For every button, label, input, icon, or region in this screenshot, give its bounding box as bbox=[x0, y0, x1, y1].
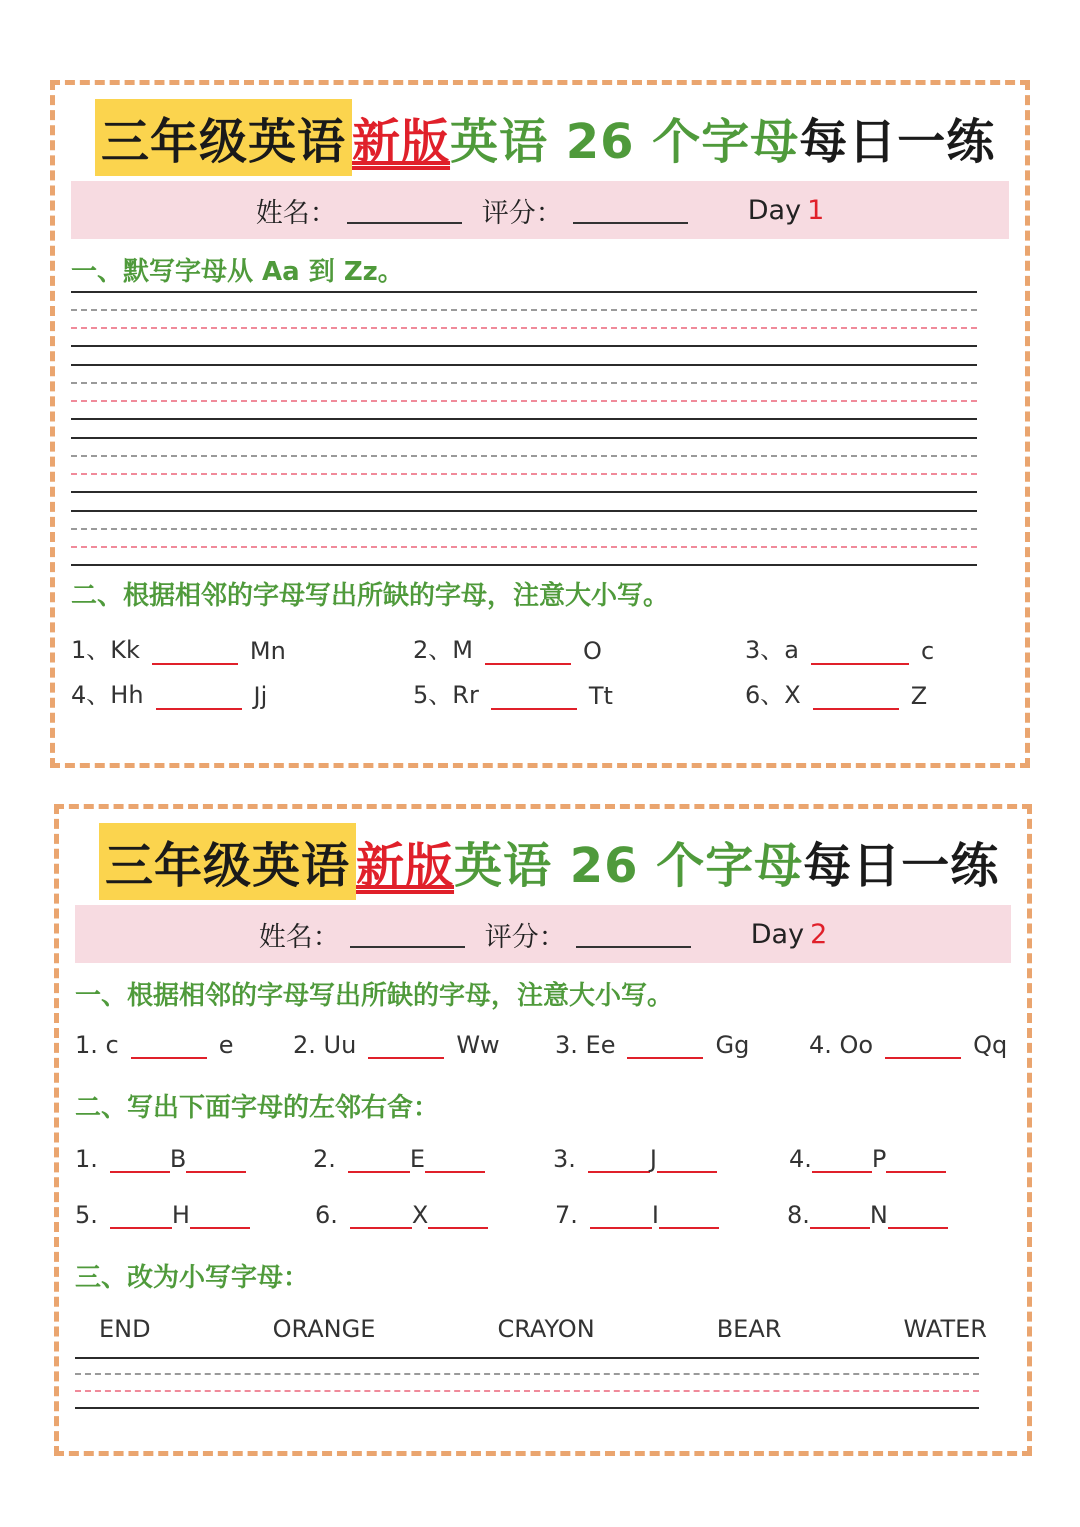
item-number: 7. bbox=[555, 1201, 578, 1229]
exercise-item bbox=[75, 1031, 293, 1059]
exercise-item bbox=[809, 1031, 1007, 1059]
answer-blank[interactable] bbox=[491, 684, 577, 710]
name-blank[interactable] bbox=[350, 920, 465, 948]
letter-item bbox=[75, 1201, 315, 1229]
exercise-prompt: 3. Ee bbox=[555, 1031, 616, 1059]
word: CRAYON bbox=[497, 1315, 595, 1343]
item-number: 2. bbox=[313, 1145, 336, 1173]
word: END bbox=[99, 1315, 151, 1343]
right-blank[interactable] bbox=[428, 1203, 488, 1229]
given-letter: B bbox=[169, 1145, 187, 1173]
item-number: 8. bbox=[787, 1201, 810, 1229]
exercise-prompt: 1. c bbox=[75, 1031, 119, 1059]
worksheet-day-1 bbox=[50, 80, 1030, 768]
section-1-heading: 一、默写字母从 Aa 到 Zz。 bbox=[71, 257, 404, 287]
given-letter: H bbox=[171, 1201, 190, 1229]
writing-line-group[interactable] bbox=[71, 291, 977, 361]
letter-item bbox=[553, 1145, 789, 1173]
exercise-prompt: Z bbox=[910, 682, 928, 710]
exercise-prompt: Gg bbox=[715, 1031, 750, 1059]
exercise-prompt: 2、M bbox=[413, 636, 473, 664]
letter-item bbox=[75, 1145, 313, 1173]
answer-blank[interactable] bbox=[811, 639, 909, 665]
answer-blank[interactable] bbox=[813, 684, 899, 710]
exercise-prompt: Qq bbox=[973, 1031, 1008, 1059]
answer-blank[interactable] bbox=[156, 684, 242, 710]
day-label: Day bbox=[747, 194, 802, 226]
left-blank[interactable] bbox=[810, 1203, 870, 1229]
given-letter: N bbox=[869, 1201, 888, 1229]
exercise-item bbox=[745, 630, 934, 665]
right-blank[interactable] bbox=[659, 1203, 719, 1229]
right-blank[interactable] bbox=[888, 1203, 948, 1229]
exercise-row bbox=[71, 675, 927, 710]
section-1-heading: 一、根据相邻的字母写出所缺的字母，注意大小写。 bbox=[75, 981, 674, 1011]
score-blank[interactable] bbox=[573, 196, 688, 224]
right-blank[interactable] bbox=[186, 1147, 246, 1173]
letter-item bbox=[315, 1201, 555, 1229]
exercise-prompt: Jj bbox=[253, 682, 268, 710]
day-label: Day bbox=[750, 918, 805, 950]
exercise-item bbox=[745, 675, 927, 710]
worksheet-title bbox=[95, 97, 995, 177]
letter-item bbox=[555, 1201, 787, 1229]
day-number: 2 bbox=[810, 918, 828, 950]
right-blank[interactable] bbox=[657, 1147, 717, 1173]
given-letter: I bbox=[651, 1201, 659, 1229]
left-blank[interactable] bbox=[812, 1147, 872, 1173]
exercise-prompt: 3、a bbox=[745, 636, 799, 664]
word: ORANGE bbox=[272, 1315, 376, 1343]
neighbor-row bbox=[75, 1031, 1007, 1059]
answer-blank[interactable] bbox=[627, 1033, 703, 1059]
answer-blank[interactable] bbox=[485, 639, 571, 665]
writing-line-group[interactable] bbox=[71, 364, 977, 434]
right-blank[interactable] bbox=[425, 1147, 485, 1173]
exercise-item bbox=[293, 1031, 555, 1059]
word-list bbox=[99, 1315, 987, 1343]
given-letter: E bbox=[409, 1145, 426, 1173]
given-letter: X bbox=[411, 1201, 429, 1229]
title-subject: 英语 26 个字母 bbox=[454, 837, 804, 894]
letter-item bbox=[789, 1145, 946, 1173]
exercise-item bbox=[71, 630, 413, 665]
handwriting-lines[interactable] bbox=[71, 291, 977, 583]
exercise-prompt: e bbox=[218, 1031, 234, 1059]
item-number: 4. bbox=[789, 1145, 812, 1173]
exercise-prompt: 4、Hh bbox=[71, 681, 144, 709]
item-number: 6. bbox=[315, 1201, 338, 1229]
exercise-prompt: O bbox=[582, 637, 602, 665]
name-blank[interactable] bbox=[347, 196, 462, 224]
section-2-heading: 二、写出下面字母的左邻右舍： bbox=[75, 1093, 440, 1123]
exercise-item bbox=[71, 675, 413, 710]
answer-blank[interactable] bbox=[368, 1033, 444, 1059]
name-label: 姓名： bbox=[255, 197, 337, 229]
exercise-prompt: Mn bbox=[249, 637, 286, 665]
left-blank[interactable] bbox=[110, 1147, 170, 1173]
title-daily: 每日一练 bbox=[799, 113, 996, 170]
worksheet-day-2 bbox=[54, 804, 1032, 1456]
answer-blank[interactable] bbox=[152, 639, 238, 665]
worksheet-title bbox=[99, 821, 999, 901]
item-number: 3. bbox=[553, 1145, 576, 1173]
item-number: 5. bbox=[75, 1201, 98, 1229]
exercise-item bbox=[555, 1031, 809, 1059]
word: BEAR bbox=[716, 1315, 782, 1343]
name-score-bar bbox=[71, 181, 1009, 239]
exercise-item bbox=[413, 630, 745, 665]
name-label: 姓名： bbox=[258, 921, 340, 953]
title-subject: 英语 26 个字母 bbox=[450, 113, 800, 170]
answer-blank[interactable] bbox=[885, 1033, 961, 1059]
item-number: 1. bbox=[75, 1145, 98, 1173]
exercise-item bbox=[413, 675, 745, 710]
name-score-bar bbox=[75, 905, 1011, 963]
title-new-edition: 新版 bbox=[356, 837, 455, 894]
writing-line-group[interactable] bbox=[71, 510, 977, 580]
section-3-heading: 三、改为小写字母： bbox=[75, 1263, 310, 1293]
exercise-prompt: 1、Kk bbox=[71, 636, 140, 664]
exercise-prompt: Tt bbox=[588, 682, 613, 710]
exercise-row bbox=[71, 630, 934, 665]
day-number: 1 bbox=[807, 194, 825, 226]
left-blank[interactable] bbox=[590, 1203, 652, 1229]
exercise-prompt: c bbox=[920, 637, 935, 665]
title-grade: 三年级英语 bbox=[99, 823, 356, 900]
left-blank[interactable] bbox=[350, 1203, 412, 1229]
writing-line-group[interactable] bbox=[71, 437, 977, 507]
title-new-edition: 新版 bbox=[352, 113, 451, 170]
exercise-prompt: 2. Uu bbox=[293, 1031, 357, 1059]
score-label: 评分： bbox=[481, 197, 563, 229]
left-blank[interactable] bbox=[588, 1147, 650, 1173]
exercise-prompt: 4. Oo bbox=[809, 1031, 874, 1059]
letter-item bbox=[313, 1145, 553, 1173]
handwriting-lines[interactable] bbox=[75, 1357, 979, 1430]
right-blank[interactable] bbox=[886, 1147, 946, 1173]
exercise-prompt: Ww bbox=[456, 1031, 500, 1059]
left-blank[interactable] bbox=[110, 1203, 172, 1229]
given-letter: J bbox=[649, 1145, 657, 1173]
letter-item bbox=[787, 1201, 948, 1229]
exercise-prompt: 5、Rr bbox=[413, 681, 479, 709]
letter-row bbox=[75, 1145, 946, 1173]
answer-blank[interactable] bbox=[131, 1033, 207, 1059]
exercise-prompt: 6、X bbox=[745, 681, 801, 709]
given-letter: P bbox=[871, 1145, 887, 1173]
title-daily: 每日一练 bbox=[803, 837, 1000, 894]
left-blank[interactable] bbox=[348, 1147, 410, 1173]
right-blank[interactable] bbox=[190, 1203, 250, 1229]
score-blank[interactable] bbox=[576, 920, 691, 948]
title-grade: 三年级英语 bbox=[95, 99, 352, 176]
score-label: 评分： bbox=[484, 921, 566, 953]
section-2-heading: 二、根据相邻的字母写出所缺的字母，注意大小写。 bbox=[71, 581, 670, 611]
writing-line-group[interactable] bbox=[75, 1357, 979, 1427]
letter-row bbox=[75, 1201, 948, 1229]
word: WATER bbox=[903, 1315, 987, 1343]
